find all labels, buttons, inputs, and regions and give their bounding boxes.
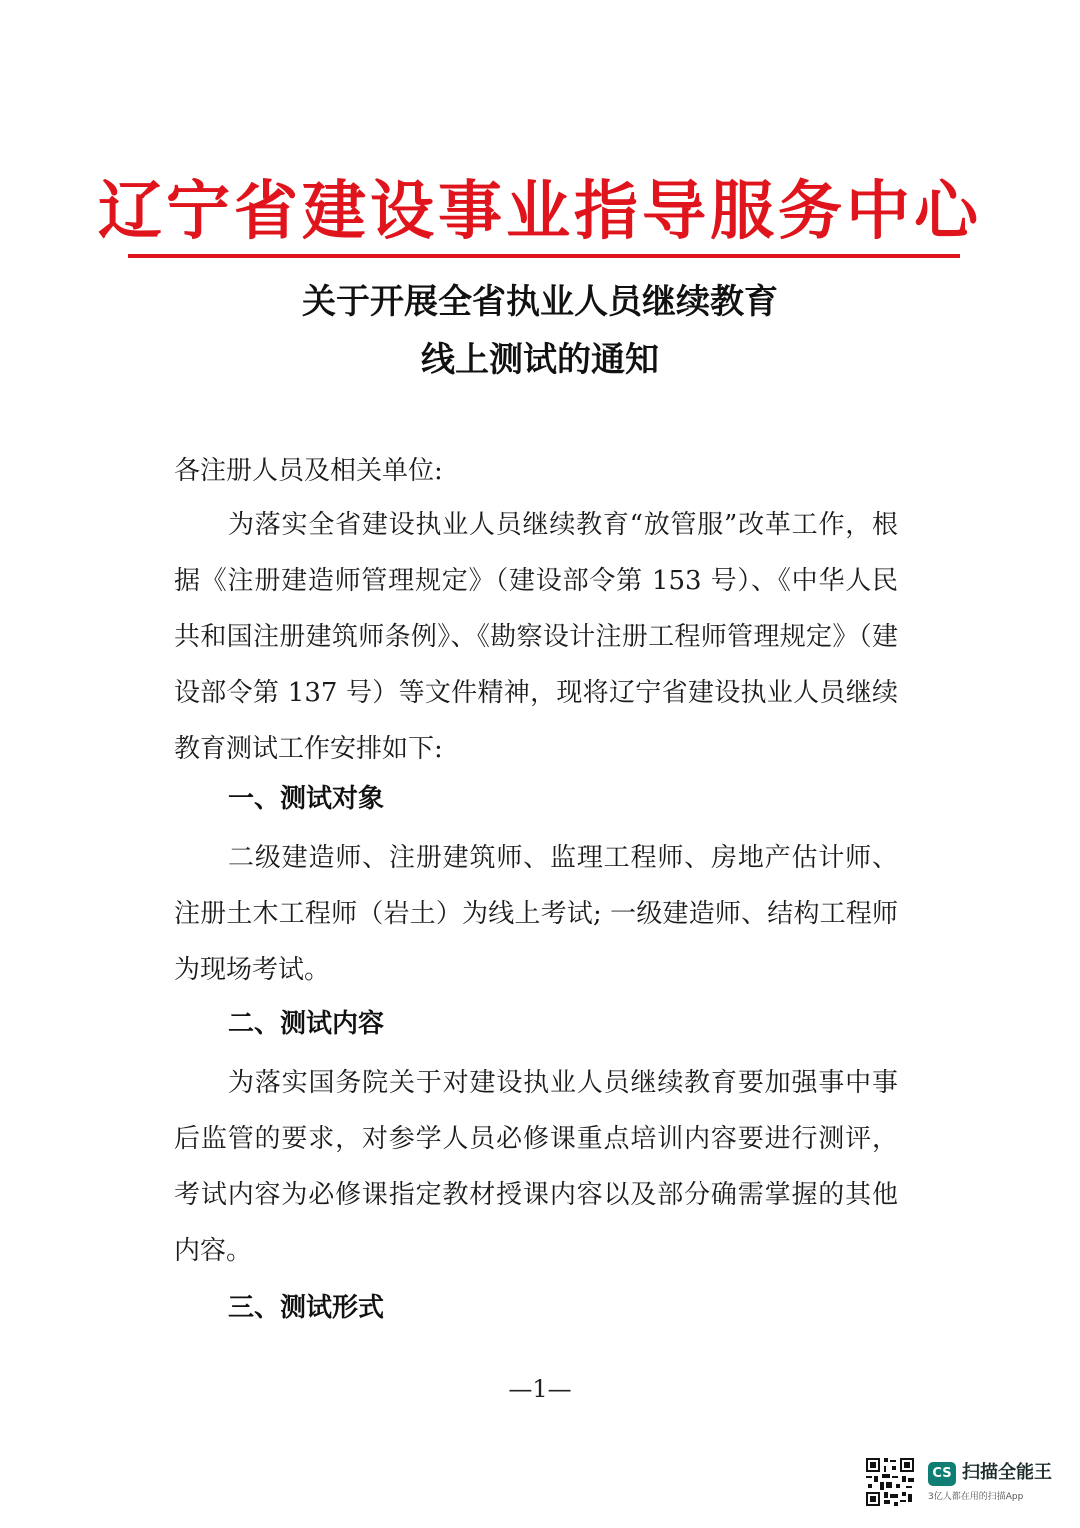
notice-title-line-2: 线上测试的通知 <box>421 340 659 380</box>
salutation: 各注册人员及相关单位: <box>174 456 443 486</box>
scanner-app-tagline: 3亿人都在用的扫描App <box>928 1492 1024 1502</box>
scanner-app-watermark <box>864 1456 1064 1510</box>
section-body-test-targets: 二级建造师、注册建筑师、监理工程师、房地产估计师、注册土木工程师（岩土）为线上考试; 一级建造师、结构工程师为现场考试。 <box>174 843 898 985</box>
red-divider-line <box>128 254 960 258</box>
notice-title-line-1: 关于开展全省执业人员继续教育 <box>302 282 778 322</box>
intro-paragraph: 为落实全省建设执业人员继续教育“放管服”改革工作，根据《注册建造师管理规定》（建设部令第 153 号）、《中华人民共和国注册建筑师条例》、《勘察设计注册工程师管理规定》（建设部令第 137 号）等文件精神，现将辽宁省建设执业人员继续教育测试工作安排如下: <box>174 510 898 764</box>
qr-code-icon <box>864 1456 916 1508</box>
page-number: —1— <box>508 1375 572 1403</box>
section-heading-test-format: 三、测试形式 <box>228 1293 385 1323</box>
section-heading-test-content: 二、测试内容 <box>228 1009 385 1039</box>
issuing-organization-header: 辽宁省建设事业指导服务中心 <box>98 174 982 249</box>
section-body-test-content: 为落实国务院关于对建设执业人员继续教育要加强事中事后监管的要求，对参学人员必修课重点培训内容要进行测评，考试内容为必修课指定教材授课内容以及部分确需掌握的其他内容。 <box>174 1068 898 1266</box>
scanner-app-name: 扫描全能王 <box>962 1462 1052 1483</box>
section-heading-test-targets: 一、测试对象 <box>228 784 385 814</box>
cs-logo-icon: CS <box>928 1462 956 1486</box>
